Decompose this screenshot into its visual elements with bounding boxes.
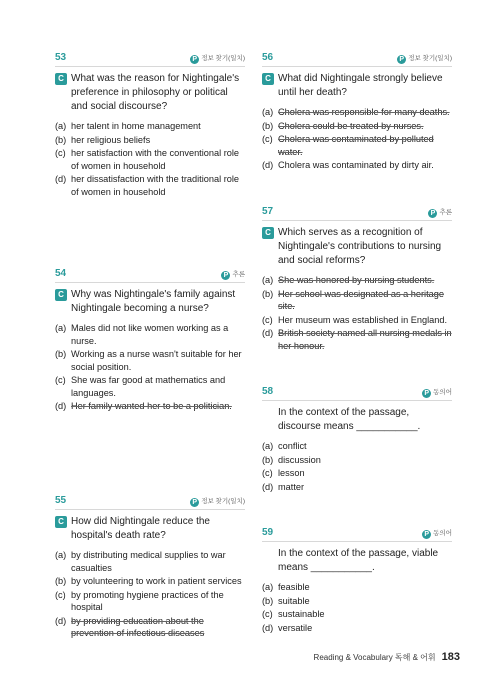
question-54 bbox=[55, 268, 245, 414]
option-b[interactable]: (b) Her school was designated as a heritage site. bbox=[262, 288, 444, 311]
c-badge-icon: C bbox=[55, 289, 67, 301]
option-b[interactable]: (b) suitable bbox=[262, 595, 310, 606]
option-c[interactable]: (c) She was far good at mathematics and languages. bbox=[55, 375, 226, 398]
option-d[interactable]: (d) versatile bbox=[262, 622, 313, 633]
option-d[interactable]: (d) matter bbox=[262, 481, 305, 492]
page-number: 183 bbox=[441, 651, 460, 663]
question-number: 53 bbox=[55, 52, 67, 63]
c-badge-icon: C bbox=[262, 227, 274, 239]
option-c[interactable]: (c) Cholera was contaminated by polluted water. bbox=[262, 134, 434, 157]
option-a[interactable]: (a) She was honored by nursing students. bbox=[262, 275, 435, 285]
p-badge-icon: P bbox=[422, 530, 431, 539]
question-type-tag: P 정보 찾기(일치) bbox=[190, 496, 245, 509]
question-stem: What was the reason for Nightingale's preference in philosophy or political and social discourse? bbox=[71, 73, 240, 112]
question-number: 54 bbox=[55, 268, 67, 279]
option-c[interactable]: (c) her satisfaction with the conventional role of women in household bbox=[55, 148, 240, 171]
option-a[interactable]: (a) her talent in home management bbox=[55, 121, 201, 131]
p-badge-icon: P bbox=[190, 498, 199, 507]
option-c[interactable]: (c) sustainable bbox=[262, 609, 325, 619]
question-53 bbox=[55, 52, 245, 199]
option-a[interactable]: (a) feasible bbox=[262, 582, 310, 592]
question-type-tag: P 추론 bbox=[221, 269, 245, 282]
option-b[interactable]: (b) discussion bbox=[262, 454, 321, 465]
option-a[interactable]: (a) Males did not like women working as a nurse. bbox=[55, 323, 229, 346]
question-55 bbox=[55, 495, 245, 641]
question-stem: In the context of the passage, discourse means ___________. bbox=[278, 407, 421, 432]
question-number: 58 bbox=[262, 386, 274, 397]
question-57 bbox=[262, 206, 452, 353]
option-a[interactable]: (a) by distributing medical supplies to war casualties bbox=[55, 550, 226, 573]
question-type-tag: P 추론 bbox=[428, 207, 452, 220]
option-c[interactable]: (c) lesson bbox=[262, 468, 305, 478]
question-56 bbox=[262, 52, 452, 173]
option-a[interactable]: (a) conflict bbox=[262, 441, 307, 451]
p-badge-icon: P bbox=[428, 209, 437, 218]
question-type-tag: P 동의어 bbox=[422, 387, 452, 400]
option-d[interactable]: (d) her dissatisfaction with the traditional role of women in household bbox=[55, 174, 240, 197]
question-stem: Why was Nightingale's family against Nightingale becoming a nurse? bbox=[71, 289, 236, 314]
c-badge-icon: C bbox=[55, 73, 67, 85]
question-type-tag: P 정보 찾기(일치) bbox=[397, 53, 452, 66]
question-number: 55 bbox=[55, 495, 67, 506]
question-number: 57 bbox=[262, 206, 274, 217]
option-c[interactable]: (c) by promoting hygiene practices of the hospital bbox=[55, 589, 224, 612]
question-stem: Which serves as a recognition of Nightingale's contributions to nursing and social reforms? bbox=[278, 227, 442, 266]
question-stem: What did Nightingale strongly believe until her death? bbox=[278, 73, 443, 98]
option-b[interactable]: (b) Cholera could be treated by nurses. bbox=[262, 120, 424, 131]
question-type-tag: P 정보 찾기(일치) bbox=[190, 53, 245, 66]
question-type-tag: P 동의어 bbox=[422, 528, 452, 541]
question-58 bbox=[262, 386, 452, 494]
question-stem: In the context of the passage, viable means ___________. bbox=[278, 548, 439, 573]
option-c[interactable]: (c) Her museum was established in England. bbox=[262, 314, 448, 325]
page-footer bbox=[314, 651, 460, 663]
question-59 bbox=[262, 527, 452, 635]
option-d[interactable]: (d) Cholera was contaminated by dirty air. bbox=[262, 160, 434, 170]
option-b[interactable]: (b) by volunteering to work in patient services bbox=[55, 576, 242, 586]
p-badge-icon: P bbox=[221, 271, 230, 280]
option-a[interactable]: (a) Cholera was responsible for many deaths. bbox=[262, 107, 450, 117]
question-stem: How did Nightingale reduce the hospital's death rate? bbox=[71, 516, 210, 541]
footer-label: Reading & Vocabulary 독해 & 어휘 bbox=[313, 652, 436, 662]
p-badge-icon: P bbox=[190, 55, 199, 64]
option-d[interactable]: (d) by providing education about the prevention of infectious diseases bbox=[55, 615, 205, 638]
option-b[interactable]: (b) her religious beliefs bbox=[55, 134, 151, 145]
option-b[interactable]: (b) Working as a nurse wasn't suitable for her social position. bbox=[55, 349, 242, 372]
p-badge-icon: P bbox=[422, 389, 431, 398]
option-d[interactable]: (d) British society named all nursing medals in her honour. bbox=[262, 328, 452, 351]
option-d[interactable]: (d) Her family wanted her to be a politician. bbox=[55, 401, 232, 411]
c-badge-icon: C bbox=[262, 73, 274, 85]
c-badge-icon: C bbox=[55, 516, 67, 528]
question-number: 59 bbox=[262, 527, 274, 538]
p-badge-icon: P bbox=[397, 55, 406, 64]
question-number: 56 bbox=[262, 52, 274, 63]
